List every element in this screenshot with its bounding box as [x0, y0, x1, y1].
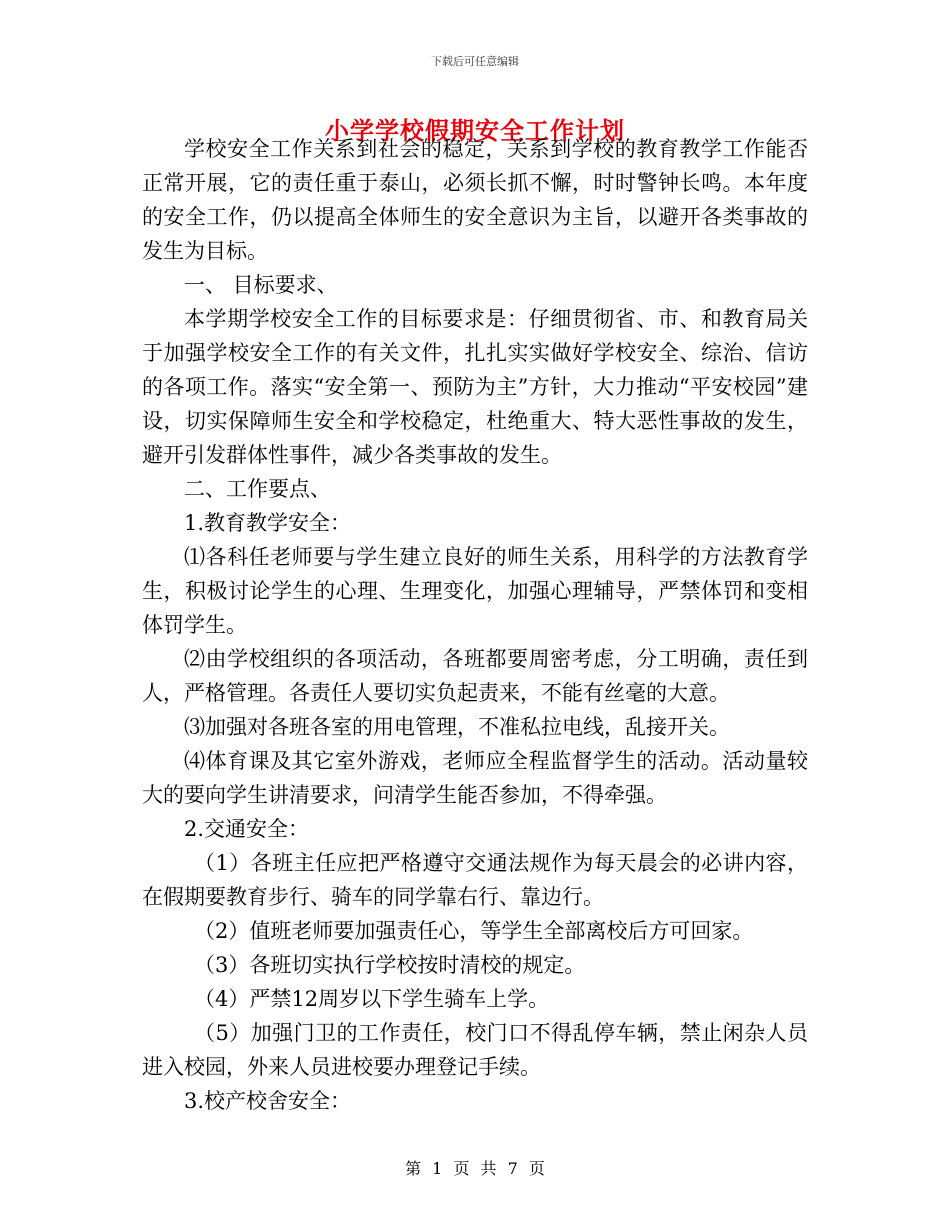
traffic-item-3: （3）各班切实执行学校按时清校的规定。: [194, 953, 586, 977]
teaching-item-2: ⑵由学校组织的各项活动，各班都要周密考虑，分工明确，责任到人，严格管理。各责任人要切实负起责来，不能有丝毫的大意。: [142, 647, 808, 705]
section-heading-key-points: 二、工作要点、: [184, 477, 331, 501]
teaching-item-1: ⑴各科任老师要与学生建立良好的师生关系，用科学的方法教育学生，积极讨论学生的心理、生理变化，加强心理辅导，严禁体罚和变相体罚学生。: [142, 545, 808, 637]
traffic-item-4: （4）严禁12周岁以下学生骑车上学。: [194, 987, 550, 1011]
traffic-item-5: （5）加强门卫的工作责任，校门口不得乱停车辆，禁止闲杂人员进入校园，外来人员进校要办理登记手续。: [142, 1021, 808, 1079]
teaching-item-3: ⑶加强对各班各室的用电管理，不准私拉电线，乱接开关。: [184, 715, 730, 739]
traffic-item-2: （2）值班老师要加强责任心，等学生全部离校后方可回家。: [194, 919, 754, 943]
document-body: [142, 132, 808, 1118]
header-note: 下载后可任意编辑: [431, 55, 519, 68]
subheading-property-safety: 3.校产校舍安全：: [184, 1089, 352, 1113]
document-title: 小学学校假期安全工作计划: [325, 116, 625, 145]
teaching-item-4: ⑷体育课及其它室外游戏，老师应全程监督学生的活动。活动量较大的要向学生讲清要求，问清学生能否参加，不得牵强。: [142, 749, 808, 807]
intro-paragraph: 学校安全工作关系到社会的稳定，关系到学校的教育教学工作能否正常开展，它的责任重于泰山，必须长抓不懈，时时警钟长鸣。本年度的安全工作，仍以提高全体师生的安全意识为主旨，以避开各类事故的发生为目标。: [142, 137, 808, 263]
subheading-traffic-safety: 2.交通安全：: [184, 817, 310, 841]
subheading-teaching-safety: 1.教育教学安全：: [184, 511, 352, 535]
traffic-item-1: （1）各班主任应把严格遵守交通法规作为每天晨会的必讲内容，在假期要教育步行、骑车的同学靠右行、靠边行。: [142, 851, 808, 909]
page-number: 第 1 页 共 7 页: [405, 1159, 545, 1178]
goals-paragraph: 本学期学校安全工作的目标要求是：仔细贯彻省、市、和教育局关于加强学校安全工作的有关文件，扎扎实实做好学校安全、综治、信访的各项工作。落实“安全第一、预防为主”方针，大力推动“平安校园”建设，切实保障师生安全和学校稳定，杜绝重大、特大恶性事故的发生，避开引发群体性事件，减少各类事故的发生。: [142, 307, 808, 467]
section-heading-goals: 一、 目标要求、: [184, 273, 338, 297]
